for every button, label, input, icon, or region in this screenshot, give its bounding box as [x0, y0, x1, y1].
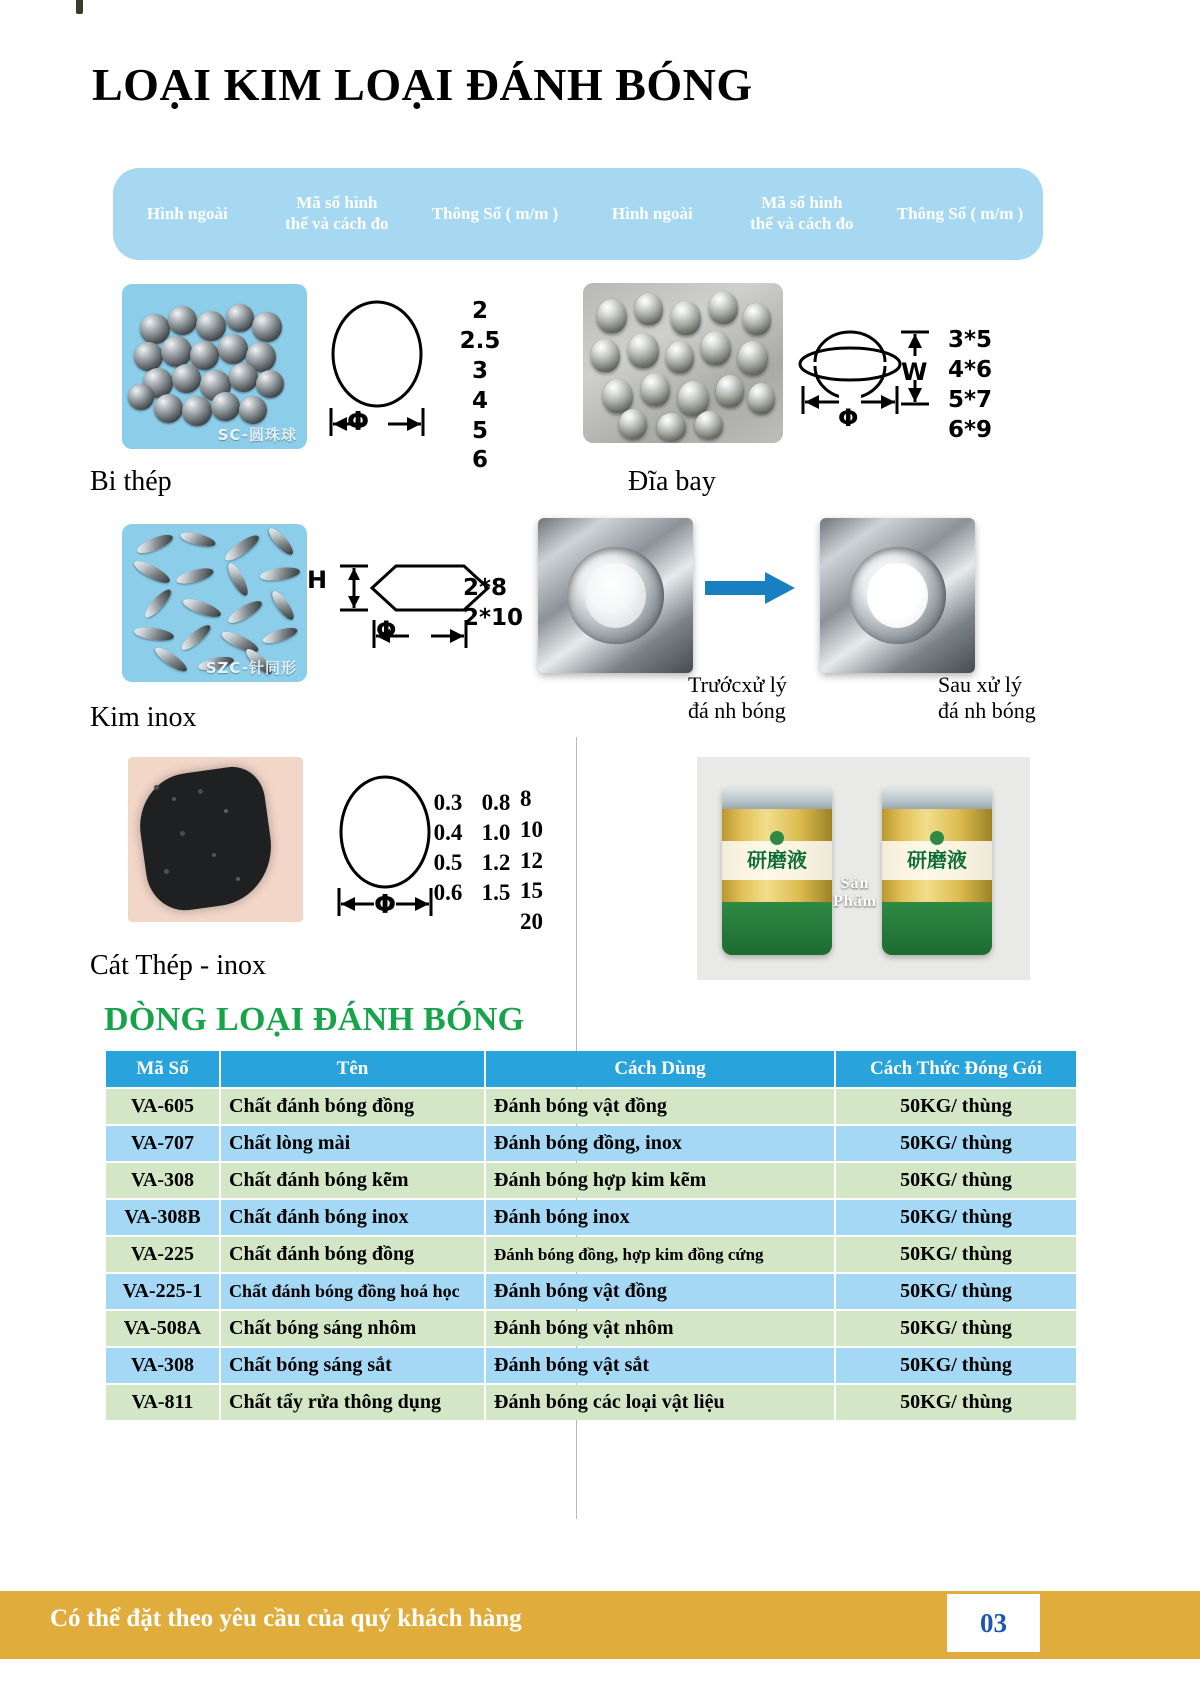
grit-phi-label: Φ	[374, 890, 397, 920]
steel-ball-caption: Bi thép	[90, 466, 172, 497]
cell-pack: 50KG/ thùng	[836, 1163, 1076, 1198]
cell-pack: 50KG/ thùng	[836, 1237, 1076, 1272]
spec-header-col-3-line1: Thông Số ( m/m )	[431, 203, 559, 223]
cell-pack: 50KG/ thùng	[836, 1200, 1076, 1235]
cell-use: Đánh bóng vật đồng	[486, 1089, 834, 1124]
liquid-jar-left	[722, 787, 832, 955]
cell-name: Chất bóng sáng sắt	[221, 1348, 484, 1383]
spec-header-col-6-line1: Thông Số ( m/m )	[896, 203, 1024, 223]
cell-code: VA-308	[106, 1163, 219, 1198]
grit-values-col-b	[470, 788, 522, 908]
cell-name: Chất đánh bóng đồng	[221, 1089, 484, 1124]
spec-header-col-4-line1: Hình ngoài	[611, 203, 693, 223]
table-row	[106, 1274, 1076, 1309]
grit-value: 1.2	[481, 849, 511, 875]
cell-name: Chất tẩy rửa thông dụng	[221, 1385, 484, 1420]
flying-disc-phi-label: Φ	[838, 404, 859, 432]
cell-pack: 50KG/ thùng	[836, 1311, 1076, 1346]
grit-value: 0.5	[433, 849, 463, 875]
steel-ball-value: 6	[471, 447, 488, 474]
needle-phi-label: Φ	[376, 616, 397, 644]
table-header-pack: Cách Thức Đóng Gói	[836, 1051, 1076, 1087]
flying-disc-value: 6*9	[948, 416, 993, 443]
grit-caption: Cát Thép - inox	[90, 950, 267, 981]
cell-code: VA-225-1	[106, 1274, 219, 1309]
grit-value: 12	[520, 847, 543, 873]
after-polish-label	[938, 672, 1036, 724]
cell-name: Chất đánh bóng kẽm	[221, 1163, 484, 1198]
stud-before-photo	[538, 518, 693, 673]
needle-value: 2*10	[463, 604, 524, 631]
cell-use: Đánh bóng vật sắt	[486, 1348, 834, 1383]
page-number: 03	[980, 1607, 1007, 1638]
page-number-box	[947, 1594, 1040, 1652]
flying-disc-values	[948, 326, 1018, 446]
cell-pack: 50KG/ thùng	[836, 1089, 1076, 1124]
table-row	[106, 1237, 1076, 1272]
cell-pack: 50KG/ thùng	[836, 1348, 1076, 1383]
flying-disc-value: 3*5	[948, 327, 993, 353]
grit-value: 15	[520, 878, 543, 904]
cell-name: Chất bóng sáng nhôm	[221, 1311, 484, 1346]
table-row	[106, 1163, 1076, 1198]
table-row	[106, 1348, 1076, 1383]
table-header-name: Tên	[221, 1051, 484, 1087]
needle-values	[463, 574, 539, 634]
flying-disc-value: 4*6	[948, 356, 993, 383]
cell-use: Đánh bóng đồng, hợp kim đồng cứng	[486, 1237, 834, 1272]
after-polish-line1: Sau xử lý	[938, 672, 1023, 697]
steel-ball-value: 3	[471, 357, 488, 384]
flying-disc-w-label: W	[901, 358, 928, 386]
grit-value: 0.8	[481, 790, 511, 815]
cell-code: VA-308	[106, 1348, 219, 1383]
liquid-jar-left-text: 研磨液	[747, 848, 807, 872]
flying-disc-photo	[583, 283, 783, 443]
steel-ball-value: 5	[471, 417, 488, 444]
cell-code: VA-508A	[106, 1311, 219, 1346]
grit-values-col-a	[422, 788, 474, 908]
cell-code: VA-225	[106, 1237, 219, 1272]
table-header-code: Mã Số	[106, 1051, 219, 1087]
spec-header-col-4	[578, 204, 727, 225]
table-row	[106, 1385, 1076, 1420]
top-edge-mark	[76, 0, 83, 14]
spec-header-col-5-line1: Mã số hình	[761, 193, 843, 213]
needle-value: 2*8	[463, 575, 508, 601]
steel-ball-value: 4	[471, 387, 488, 414]
footer-note: Có thể đặt theo yêu cầu của quý khách hàng	[50, 1605, 522, 1632]
spec-header-col-3	[412, 204, 578, 225]
steel-ball-value: 2.5	[459, 327, 501, 354]
grit-value: 0.4	[433, 819, 463, 845]
stud-after-photo	[820, 518, 975, 673]
spec-header-col-5	[727, 193, 878, 234]
cell-name: Chất đánh bóng đồng hoá học	[221, 1274, 484, 1309]
cell-code: VA-605	[106, 1089, 219, 1124]
grit-photo	[128, 757, 303, 922]
cell-use: Đánh bóng đồng, inox	[486, 1126, 834, 1161]
product-line-title: DÒNG LOẠI ĐÁNH BÓNG	[104, 1001, 525, 1038]
flying-disc-caption: Đĩa bay	[628, 466, 716, 497]
before-polish-line1: Trướcxử lý	[688, 672, 787, 697]
liquid-product-tag	[825, 875, 885, 912]
liquid-jar-right-text: 研磨液	[907, 848, 967, 872]
after-polish-line2: đá nh bóng	[938, 698, 1036, 723]
spec-header-col-1	[113, 204, 262, 225]
table-row	[106, 1126, 1076, 1161]
before-polish-line2: đá nh bóng	[688, 698, 786, 723]
grit-value: 10	[520, 816, 543, 842]
needle-caption: Kim inox	[90, 702, 197, 733]
cell-pack: 50KG/ thùng	[836, 1274, 1076, 1309]
spec-table-header-bar	[113, 168, 1043, 260]
cell-name: Chất lòng mài	[221, 1126, 484, 1161]
steel-ball-values	[450, 297, 510, 476]
spec-header-col-2-line2: thể và cách đo	[285, 214, 389, 233]
page-title: LOẠI KIM LOẠI ĐÁNH BÓNG	[92, 59, 753, 110]
liquid-product-tag-line1: Sản	[840, 875, 870, 892]
before-polish-label	[688, 672, 787, 724]
spec-header-col-5-line2: thể và cách đo	[750, 214, 854, 233]
product-line-table	[104, 1049, 1078, 1422]
table-row	[106, 1089, 1076, 1124]
table-row	[106, 1311, 1076, 1346]
grit-value: 8	[520, 786, 532, 811]
table-header-use: Cách Dùng	[486, 1051, 834, 1087]
needle-h-label: H	[307, 566, 328, 594]
steel-ball-diagram	[322, 296, 432, 441]
cell-code: VA-308B	[106, 1200, 219, 1235]
table-header-row	[106, 1051, 1076, 1087]
polish-liquid-photo	[697, 757, 1030, 980]
grit-value: 1.5	[481, 879, 511, 905]
grit-value: 0.6	[433, 879, 463, 905]
spec-header-col-1-line1: Hình ngoài	[146, 203, 228, 223]
cell-pack: 50KG/ thùng	[836, 1385, 1076, 1420]
cell-name: Chất đánh bóng đồng	[221, 1237, 484, 1272]
liquid-jar-right	[882, 787, 992, 955]
spec-header-col-2	[262, 193, 413, 234]
grit-values-col-c	[520, 784, 560, 938]
cell-name: Chất đánh bóng inox	[221, 1200, 484, 1235]
spec-header-col-6	[877, 204, 1043, 225]
steel-ball-phi-label: Φ	[347, 407, 370, 437]
liquid-product-tag-line2: Phẩm	[833, 893, 877, 911]
cell-use: Đánh bóng hợp kim kẽm	[486, 1163, 834, 1198]
cell-use: Đánh bóng các loại vật liệu	[486, 1385, 834, 1420]
flying-disc-value: 5*7	[948, 386, 993, 413]
steel-ball-value: 2	[471, 298, 488, 324]
cell-use: Đánh bóng inox	[486, 1200, 834, 1235]
grit-value: 0.3	[433, 790, 463, 815]
cell-use: Đánh bóng vật đồng	[486, 1274, 834, 1309]
spec-header-col-2-line1: Mã số hình	[296, 193, 378, 213]
steel-ball-photo	[122, 284, 307, 449]
table-row	[106, 1200, 1076, 1235]
grit-value: 20	[520, 909, 543, 935]
cell-pack: 50KG/ thùng	[836, 1126, 1076, 1161]
needle-photo	[122, 524, 307, 682]
cell-code: VA-707	[106, 1126, 219, 1161]
steel-ball-photo-label: SC-圆珠球	[217, 426, 297, 444]
cell-code: VA-811	[106, 1385, 219, 1420]
needle-photo-label: SZC-针同形	[205, 659, 297, 677]
grit-value: 1.0	[481, 819, 511, 845]
process-arrow-icon	[705, 570, 795, 606]
cell-use: Đánh bóng vật nhôm	[486, 1311, 834, 1346]
